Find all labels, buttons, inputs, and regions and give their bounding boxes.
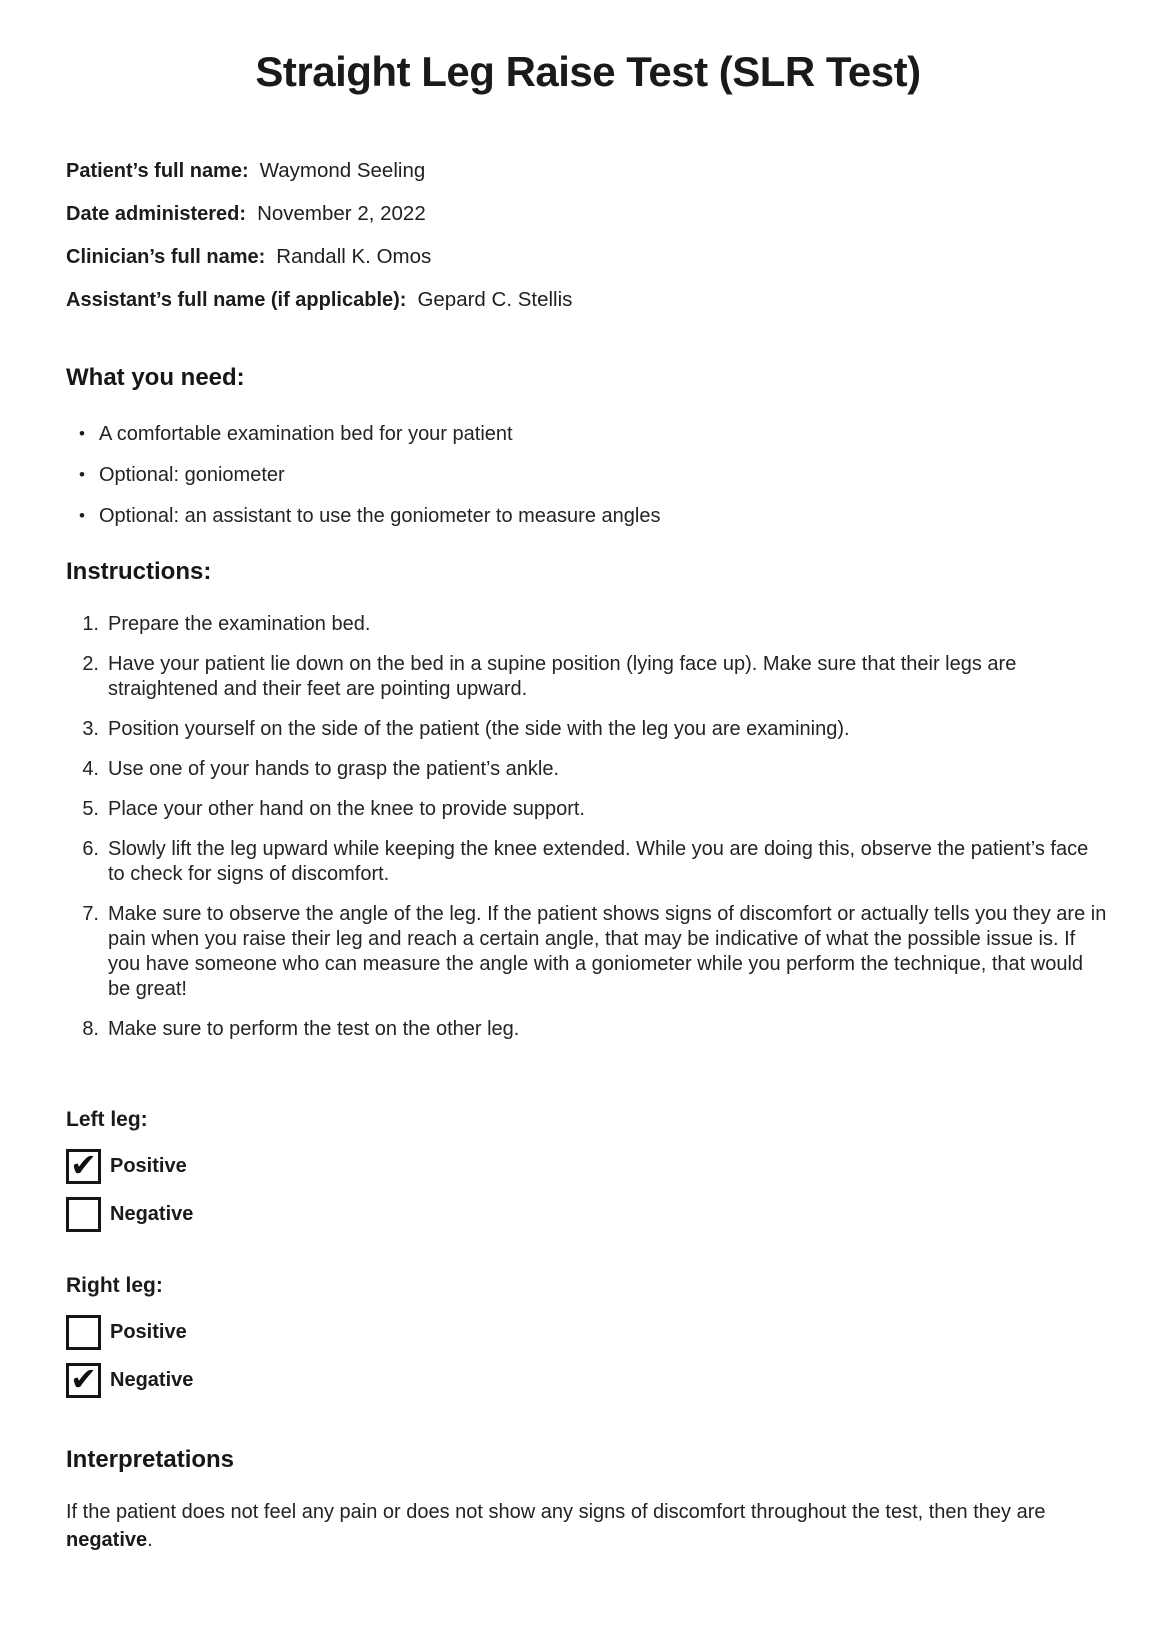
step-text: Place your other hand on the knee to provide support. — [108, 797, 585, 820]
left-leg-group — [66, 1108, 1110, 1236]
step-number: 4. — [82, 757, 99, 780]
instruction-step — [66, 902, 1110, 1002]
left-leg-negative-label: Negative — [110, 1203, 194, 1225]
results-section — [66, 1108, 1110, 1402]
checkbox-right-leg-negative[interactable] — [66, 1359, 101, 1398]
interpretations-paragraph — [66, 1498, 1110, 1554]
right-leg-positive-row — [66, 1312, 1110, 1354]
left-leg-positive-label: Positive — [110, 1155, 187, 1177]
right-leg-heading: Right leg: — [66, 1273, 163, 1297]
right-leg-positive-label: Positive — [110, 1321, 187, 1343]
list-item — [66, 463, 1110, 487]
checkbox-left-leg-negative[interactable] — [66, 1197, 101, 1232]
right-leg-group — [66, 1274, 1110, 1402]
step-number: 2. — [82, 652, 99, 675]
instruction-step — [66, 797, 1110, 822]
list-item — [66, 504, 1110, 528]
step-text: Prepare the examination bed. — [108, 612, 371, 635]
paragraph-text: If the patient does not feel any pain or does not show any signs of discomfort throughout the test, then they are — [66, 1500, 1046, 1523]
page-title: Straight Leg Raise Test (SLR Test) — [255, 48, 921, 95]
instructions-section — [66, 558, 1110, 1042]
date-administered-value[interactable]: November 2, 2022 — [257, 201, 426, 225]
what-you-need-heading: What you need: — [66, 363, 245, 391]
instructions-list — [66, 612, 1110, 1042]
bullet-icon: • — [79, 464, 85, 484]
step-number: 7. — [82, 902, 99, 925]
step-number: 6. — [82, 837, 99, 860]
paragraph-period: . — [147, 1528, 153, 1551]
info-row-assistant-name — [66, 288, 1110, 312]
step-text: Slowly lift the leg upward while keeping the knee extended. While you are doing this, observe the patient’s face to check for signs of discomfort. — [108, 837, 1089, 885]
instruction-step — [66, 1017, 1110, 1042]
left-leg-positive-row — [66, 1146, 1110, 1188]
list-item-text: Optional: an assistant to use the goniometer to measure angles — [99, 504, 661, 527]
checkmark-icon: ✔ — [70, 1359, 97, 1398]
list-item-text: A comfortable examination bed for your patient — [99, 422, 513, 445]
right-leg-negative-row — [66, 1360, 1110, 1402]
what-you-need-list — [66, 422, 1110, 528]
assistant-name-label: Assistant’s full name (if applicable): — [66, 288, 407, 311]
instruction-step — [66, 717, 1110, 742]
interpretations-section — [66, 1446, 1110, 1554]
step-number: 8. — [82, 1017, 99, 1040]
what-you-need-section — [66, 364, 1110, 528]
bullet-icon: • — [79, 505, 85, 525]
instruction-step — [66, 757, 1110, 782]
patient-name-label: Patient’s full name: — [66, 159, 249, 182]
bullet-icon: • — [79, 423, 85, 443]
step-text: Position yourself on the side of the patient (the side with the leg you are examining). — [108, 717, 850, 740]
left-leg-negative-row — [66, 1194, 1110, 1236]
step-text: Make sure to observe the angle of the leg. If the patient shows signs of discomfort or actually tells you they are in pain when you raise their leg and reach a certain angle, that may be indicative of what the possible issue is. If you have someone who can measure the angle with a goniometer while you perform the technique, that would be great! — [108, 902, 1107, 1000]
clinician-name-label: Clinician’s full name: — [66, 245, 266, 268]
interpretations-heading: Interpretations — [66, 1445, 235, 1473]
assistant-name-value[interactable]: Gepard C. Stellis — [417, 287, 573, 311]
info-row-patient-name — [66, 159, 1110, 183]
patient-info-section — [66, 159, 1110, 312]
right-leg-negative-label: Negative — [110, 1369, 194, 1391]
left-leg-heading: Left leg: — [66, 1107, 148, 1131]
step-number: 1. — [82, 612, 99, 635]
instruction-step — [66, 652, 1110, 702]
clinician-name-value[interactable]: Randall K. Omos — [276, 244, 432, 268]
date-administered-label: Date administered: — [66, 202, 247, 225]
step-text: Have your patient lie down on the bed in a supine position (lying face up). Make sure that their legs are straightened and their feet are pointing upward. — [108, 652, 1017, 700]
info-row-clinician-name — [66, 245, 1110, 269]
patient-name-value[interactable]: Waymond Seeling — [259, 158, 426, 182]
step-text: Make sure to perform the test on the other leg. — [108, 1017, 520, 1040]
list-item-text: Optional: goniometer — [99, 463, 285, 486]
checkmark-icon: ✔ — [70, 1145, 97, 1184]
list-item — [66, 422, 1110, 446]
info-row-date-administered — [66, 202, 1110, 226]
instruction-step — [66, 837, 1110, 887]
checkbox-right-leg-positive[interactable] — [66, 1315, 101, 1350]
instruction-step — [66, 612, 1110, 637]
instructions-heading: Instructions: — [66, 557, 212, 585]
step-text: Use one of your hands to grasp the patient’s ankle. — [108, 757, 560, 780]
step-number: 5. — [82, 797, 99, 820]
paragraph-bold-word: negative — [66, 1528, 148, 1551]
step-number: 3. — [82, 717, 99, 740]
checkbox-left-leg-positive[interactable] — [66, 1145, 101, 1184]
